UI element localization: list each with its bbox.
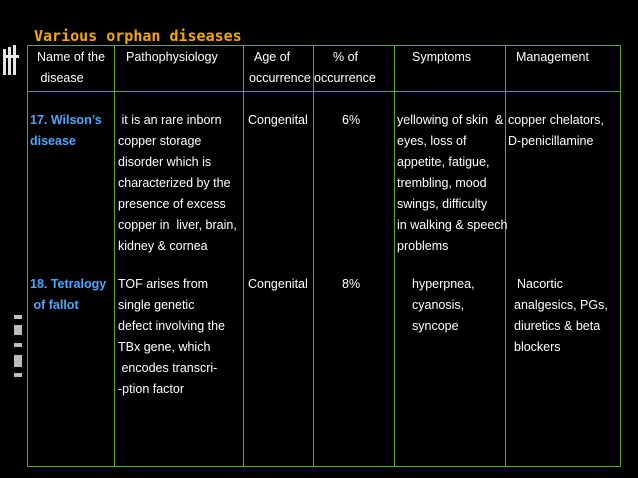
header-symptoms: Symptoms <box>412 50 472 64</box>
column-divider <box>313 45 314 467</box>
column-divider <box>394 45 395 467</box>
table-row-percent: 6% <box>342 113 361 127</box>
column-divider <box>243 45 244 467</box>
table-row-management: copper chelators, D-penicillamine <box>508 113 604 148</box>
header-age-of-occurrence-2: occurrence <box>249 71 311 85</box>
table-row-disease-name: 18. Tetralogy of fallot <box>30 277 107 312</box>
header-name: Name of the disease <box>37 50 106 85</box>
table-row-pathophysiology: it is an rare inborn copper storage disorder which is characterized by the presence of excess copper in liver, brain, kidney & cornea <box>118 113 237 253</box>
table-row-pathophysiology: TOF arises from single genetic defect involving the TBx gene, which encodes transcri- -ption factor <box>118 277 226 396</box>
header-divider <box>27 91 621 92</box>
table-row-percent: 8% <box>342 277 361 291</box>
table-row-management: Nacortic analgesics, PGs, diuretics & beta blockers <box>514 277 608 354</box>
column-divider <box>114 45 115 467</box>
table-row-symptoms: yellowing of skin & eyes, loss of appetite, fatigue, trembling, mood swings, difficulty in walking & speech problems <box>397 113 508 253</box>
slide-title: Various orphan diseases <box>34 27 242 45</box>
header-age-of-occurrence: Age of <box>254 50 291 64</box>
header-pathophysiology: Pathophysiology <box>126 50 218 64</box>
table-row-disease-name: 17. Wilson’s disease <box>30 113 102 148</box>
header-percent-occurrence-2: occurrence <box>314 71 376 85</box>
table-row-age: Congenital <box>248 277 308 291</box>
decorative-bars-left <box>14 315 26 377</box>
table-row-age: Congenital <box>248 113 308 127</box>
decorative-bars-top-left <box>3 45 19 75</box>
header-percent-occurrence: % of <box>333 50 359 64</box>
header-management: Management <box>516 50 589 64</box>
table-row-symptoms: hyperpnea, cyanosis, syncope <box>412 277 475 333</box>
diseases-table <box>27 45 621 467</box>
